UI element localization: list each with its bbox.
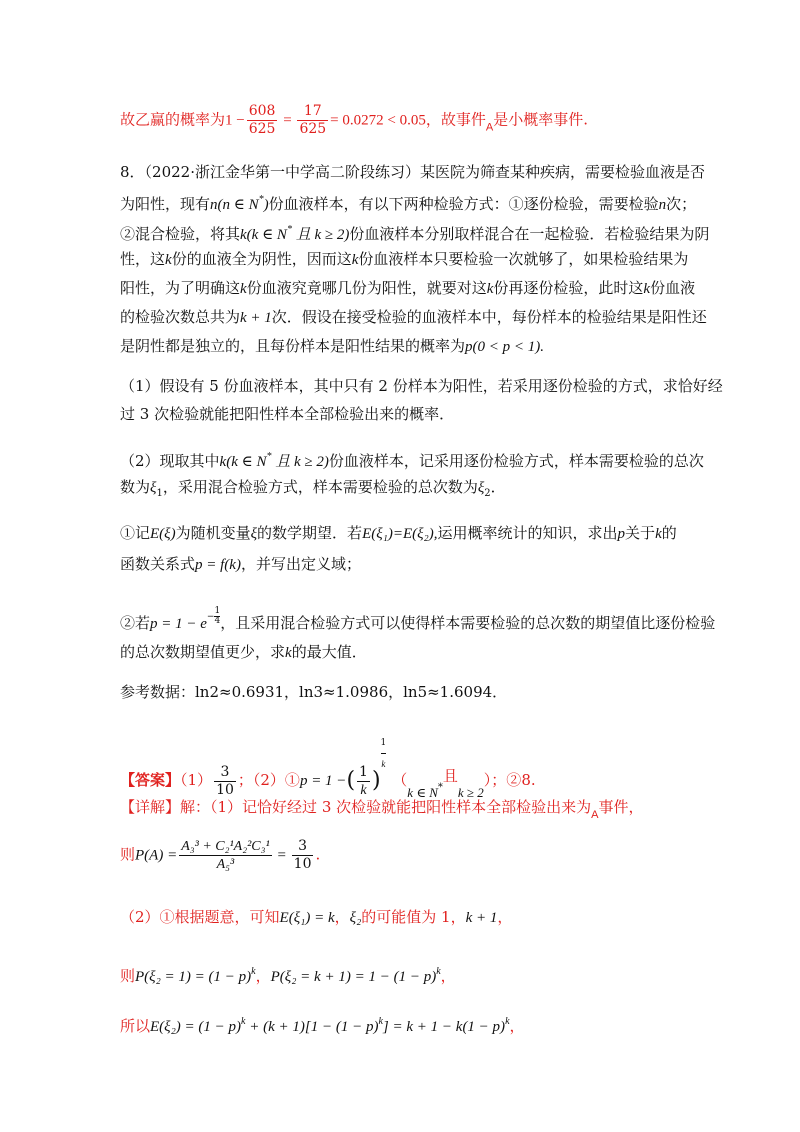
equation-value: = 0.0272 < 0.05: [330, 112, 426, 129]
question-line-6: 的检验次数总共为k + 1次．假设在接受检验的血液样本中，每份样本的检验结果是阳性还: [120, 308, 707, 326]
fraction-608-625: $\frac{608}{625}$: [248, 103, 276, 137]
answer-label: 【答案】: [120, 771, 181, 789]
sub2-line-1: ②若p = 1 − e− $\frac{1}{4}$ ，且采用混合检验方式可以使得样本需要检验的总次数的期望值比逐份检验: [120, 606, 716, 632]
part1-line-1: （1）假设有 5 份血液样本，其中只有 2 份样本为阳性，若采用逐份检验的方式，求恰好经: [120, 377, 723, 395]
answer-line: 【答案】（1） $\frac{3}{10}$ ；（2）①p = 1 −( $\frac{1}{k}$ ) $\frac{1}{k}$ （k ∈ N*且k ≥ 2）；②8.: [120, 733, 536, 773]
conclusion-text: 故乙赢的概率为: [120, 110, 226, 129]
fraction-17-625: $\frac{17}{625}$: [299, 103, 327, 137]
question-number: 8．: [120, 163, 145, 181]
question-line-3: ②混合检验，将其k(k ∈ N* 且 k ≥ 2)份血液样本分别取样混合在一起检验．若检验结果为阴: [120, 224, 710, 243]
part1-line-2: 过 3 次检验就能把阳性样本全部检验出来的概率．: [120, 405, 455, 423]
part2-line-1: （2）现取其中k(k ∈ N* 且 k ≥ 2)份血液样本，记采用逐份检验方式，样本需要检验的总次: [120, 451, 704, 470]
detail-line-1: 【详解】解：（1）记恰好经过 3 次检验就能把阳性样本全部检验出来为$_A$事件，: [120, 798, 644, 821]
question-line-5: 阳性，为了明确这k份血液究竟哪几份为阳性，就要对这k份再逐份检验，此时这k份血液: [120, 279, 696, 297]
question-line-7: 是阴性都是独立的，且每份样本是阳性结果的概率为p(0 < p < 1).: [120, 337, 544, 355]
pa-result-fraction: $\frac{3}{10}$: [293, 838, 312, 872]
answer-domain-k-ge-2: k ≥ 2: [457, 785, 484, 800]
question-source: （2022·浙江金华第一中学高二阶段练习）某医院为筛查某种疾病，需要检验血液是否: [144, 163, 705, 181]
answer-fraction-3-10: $\frac{3}{10}$: [216, 763, 234, 798]
answer-fraction-1-k: $\frac{1}{k}$: [359, 763, 368, 798]
question-line-2: 为阳性，现有n(n ∈ N*)份血液样本，有以下两种检验方式：①逐份检验，需要检验n次；: [120, 194, 697, 213]
detail-line-2: 则P(A) = $\frac{\text{A₃³ + C₂¹A₂²C₃¹}}{\text{A₅³}}$ = $\frac{3}{10}$ .: [120, 838, 321, 872]
sub1-line-2: 函数关系式p = f(k)，并写出定义域；: [120, 555, 361, 573]
question-line-4: 性，这k份的血液全为阴性，因而这k份血液样本只要检验一次就够了，如果检验结果为: [120, 250, 689, 268]
pa-fraction: $\frac{\text{A₃³ + C₂¹A₂²C₃¹}}{\text{A₅³}}$: [181, 839, 270, 872]
sub2-line-2: 的总次数期望值更少，求k的最大值．: [120, 643, 367, 661]
answer-domain-k-in-N: k ∈ N*: [407, 782, 443, 800]
sub1-line-1: ①记E(ξ)为随机变量ξ的数学期望．若E(ξ₁)=E(ξ₂),运用概率统计的知识，求出p关于k的: [120, 524, 677, 542]
detail-line-3: （2）①根据题意，可知E(ξ₁) = k，ξ₂的可能值为 1，k + 1，: [120, 908, 513, 926]
one-minus: 1 −: [225, 112, 245, 129]
part2-line-2: 数为$\xi_1$，采用混合检验方式，样本需要检验的总次数为$\xi_2$．: [120, 478, 506, 499]
conclusion-line: 故乙赢的概率为1 − $\frac{608}{625}$ = $\frac{17}{625}$ = 0.0272 < 0.05，故事件$_A$是小概率事件.: [120, 103, 588, 137]
question-line-1: [120, 162, 705, 182]
detail-line-5: 所以$E(\xi_2) = (1 - p)^k + (k + 1)[1 - (1 - p)^k] = k + 1 - k(1 - p)^k$，: [120, 1016, 525, 1035]
detail-line-4: 则$P(\xi_2 = 1) = (1 - p)^k$，$P(\xi_2 = k + 1) = 1 - (1 - p)^k$，: [120, 966, 456, 985]
reference-data: 参考数据：ln2≈0.6931，ln3≈1.0986，ln5≈1.6094．: [120, 683, 508, 701]
exponent-fraction: − $\frac{1}{4}$: [206, 606, 221, 626]
